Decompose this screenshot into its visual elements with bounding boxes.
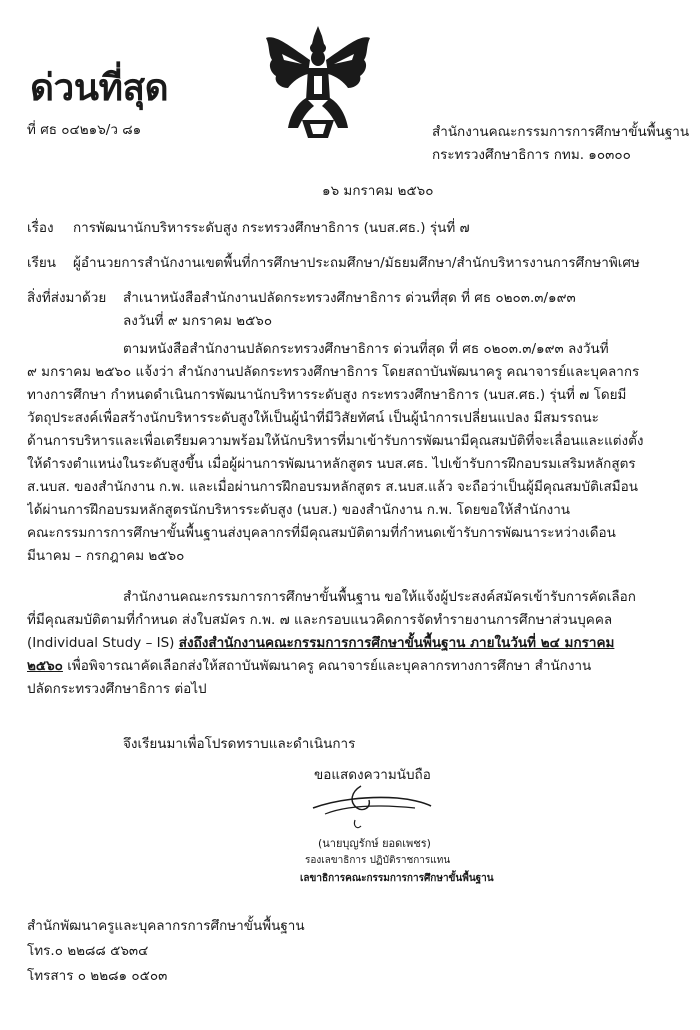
para-text: (Individual Study – IS) [27, 635, 179, 651]
subject-label: เรื่อง [27, 220, 54, 236]
para-line: คณะกรรมการการศึกษาขั้นพื้นฐานส่งบุคลากรที่มีคุณสมบัติตามที่กำหนดเข้ารับการพัฒนาระหว่างเดือน [27, 525, 616, 541]
para-line: ด้านการบริหารและเพื่อเตรียมความพร้อมให้นักบริหารที่มาเข้ารับการพัฒนามีคุณสมบัติที่จะเลื่อนและแต่งตั้ง [27, 433, 644, 449]
para-line: วัตถุประสงค์เพื่อสร้างนักบริหารระดับสูงให้เป็นผู้นำที่มีวิสัยทัศน์ เป็นผู้นำการเปลี่ยนแปลง มีสมรรถนะ [27, 410, 599, 426]
contact-office: สำนักพัฒนาครูและบุคลากรการศึกษาขั้นพื้นฐาน [27, 918, 305, 934]
sender-organization: สำนักงานคณะกรรมการการศึกษาขั้นพื้นฐาน [432, 124, 690, 140]
recipient-label: เรียน [27, 255, 57, 271]
para-line: สำนักงานคณะกรรมการการศึกษาขั้นพื้นฐาน ขอให้แจ้งผู้ประสงค์สมัครเข้ารับการคัดเลือก [123, 589, 636, 605]
para-line: ๙ มกราคม ๒๕๖๐ แจ้งว่า สำนักงานปลัดกระทรวงศึกษาธิการ โดยสถาบันพัฒนาครู คณาจารย์และบุคลากร [27, 364, 640, 380]
para-line: ที่มีคุณสมบัติตามที่กำหนด ส่งใบสมัคร ก.พ. ๗ และกรอบแนวคิดการจัดทำรายงานการศึกษาส่วนบุคคล [27, 612, 613, 628]
para-line: มีนาคม – กรกฎาคม ๒๕๖๐ [27, 548, 185, 564]
para-line: ปลัดกระทรวงศึกษาธิการ ต่อไป [27, 681, 207, 697]
para-line: ให้ดำรงตำแหน่งในระดับสูงขึ้น เมื่อผู้ผ่านการพัฒนาหลักสูตร นบส.ศธ. ไปเข้ารับการฝึกอบรมเสริมหลักสูตร [27, 456, 636, 472]
recipient-value: ผู้อำนวยการสำนักงานเขตพื้นที่การศึกษาประถมศึกษา/มัธยมศึกษา/สำนักบริหารงานการศึกษาพิเศษ [73, 255, 640, 271]
enclosure-label: สิ่งที่ส่งมาด้วย [27, 290, 107, 306]
contact-fax: โทรสาร ๐ ๒๒๘๑ ๐๕๐๓ [27, 968, 168, 984]
document-number: ที่ ศธ ๐๔๒๑๖/ว ๘๑ [27, 122, 142, 138]
sender-address: กระทรวงศึกษาธิการ กทม. ๑๐๓๐๐ [432, 147, 631, 163]
enclosure-value: สำเนาหนังสือสำนักงานปลัดกระทรวงศึกษาธิการ ด่วนที่สุด ที่ ศธ ๐๒๐๓.๓/๑๙๓ [123, 290, 576, 306]
regards-line: ขอแสดงความนับถือ [314, 767, 431, 783]
para-line: ทางการศึกษา กำหนดดำเนินการพัฒนานักบริหารระดับสูง กระทรวงศึกษาธิการ (นบส.ศธ.) รุ่นที่ ๗ โดยมี [27, 387, 627, 403]
para-line: ตามหนังสือสำนักงานปลัดกระทรวงศึกษาธิการ ด่วนที่สุด ที่ ศธ ๐๒๐๓.๓/๑๙๓ ลงวันที่ [123, 341, 609, 357]
signatory-title: เลขาธิการคณะกรรมการการศึกษาขั้นพื้นฐาน [300, 873, 494, 884]
para-line: ได้ผ่านการฝึกอบรมหลักสูตรนักบริหารระดับสูง (นบส.) ของสำนักงาน ก.พ. โดยขอให้สำนักงาน [27, 502, 571, 518]
para-text: เพื่อพิจารณาคัดเลือกส่งให้สถาบันพัฒนาครู คณาจารย์และบุคลากรทางการศึกษา สำนักงาน [62, 658, 592, 674]
urgency-stamp: ด่วนที่สุด [30, 66, 169, 109]
para-line [27, 632, 675, 655]
para-line [27, 655, 675, 678]
deadline-highlight-year: ๒๕๖๐ [27, 658, 63, 674]
document-date: ๑๖ มกราคม ๒๕๖๐ [322, 183, 434, 199]
signatory-name: (นายบุญรักษ์ ยอดเพชร) [318, 837, 431, 850]
body-paragraph-2 [27, 586, 675, 701]
handwritten-signature [305, 778, 435, 834]
body-paragraph-1 [27, 338, 675, 568]
closing-line: จึงเรียนมาเพื่อโปรดทราบและดำเนินการ [123, 736, 356, 752]
subject-value: การพัฒนานักบริหารระดับสูง กระทรวงศึกษาธิการ (นบส.ศธ.) รุ่นที่ ๗ [73, 220, 470, 236]
deadline-highlight: ส่งถึงสำนักงานคณะกรรมการการศึกษาขั้นพื้นฐาน ภายในวันที่ ๒๔ มกราคม [178, 635, 615, 651]
garuda-emblem [262, 24, 374, 140]
enclosure-date: ลงวันที่ ๙ มกราคม ๒๕๖๐ [123, 313, 273, 329]
para-line: ส.นบส. ของสำนักงาน ก.พ. และเมื่อผ่านการฝึกอบรมหลักสูตร ส.นบส.แล้ว จะถือว่าเป็นผู้มีคุณสมบัติเสมือน [27, 479, 638, 495]
contact-phone: โทร.๐ ๒๒๘๘ ๕๖๓๔ [27, 943, 149, 959]
signatory-position: รองเลขาธิการ ปฏิบัติราชการแทน [305, 855, 451, 866]
